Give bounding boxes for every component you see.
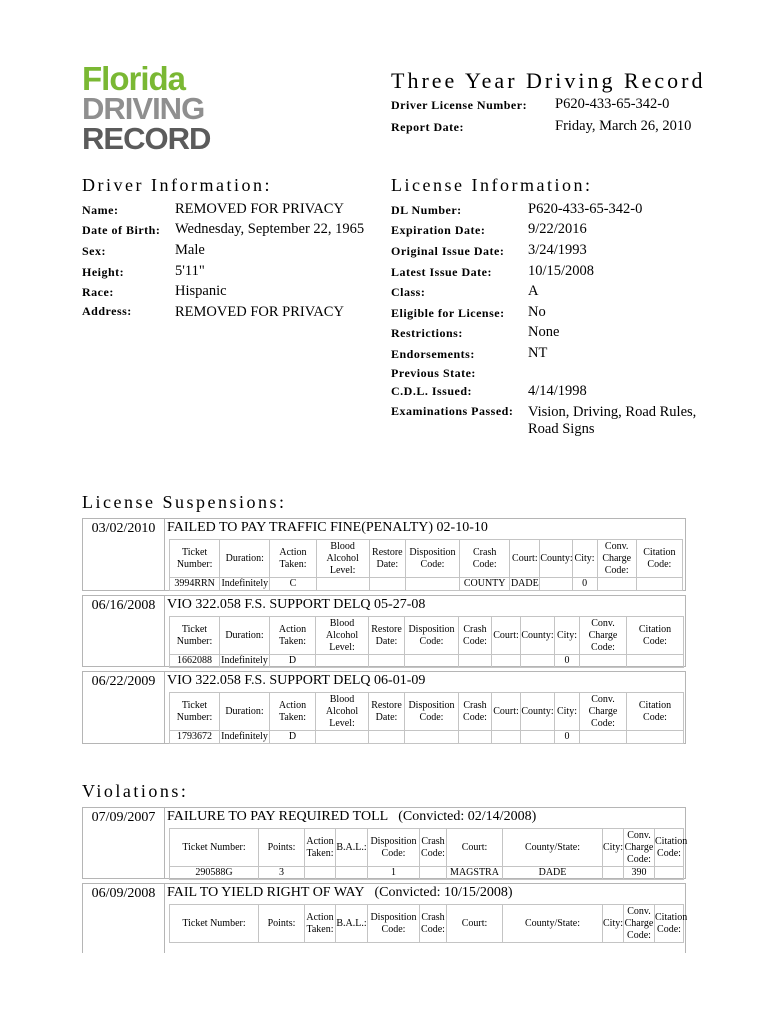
- license-field-label: Restrictions:: [391, 326, 463, 340]
- license-field-value: A: [528, 283, 539, 299]
- column-header: County/State:: [503, 905, 603, 943]
- column-header: Ticket Number:: [170, 905, 259, 943]
- table-cell: 1793672: [170, 731, 220, 744]
- driver-field-value: Male: [175, 242, 205, 258]
- violation-title: FAILURE TO PAY REQUIRED TOLL: [167, 809, 389, 824]
- suspension-detail-table: [169, 616, 684, 668]
- column-header: B.A.L.:: [336, 829, 368, 867]
- column-header: Conv. Charge Code:: [580, 617, 627, 655]
- column-header: Court:: [492, 693, 521, 731]
- suspension-header-row: [170, 693, 684, 731]
- suspension-description: FAILED TO PAY TRAFFIC FINE(PENALTY) 02-10-10: [167, 520, 488, 535]
- column-header: Conv. Charge Code:: [624, 829, 654, 865]
- table-cell: [316, 578, 369, 591]
- suspension-header-row: [170, 617, 684, 655]
- table-cell: 1662088: [170, 655, 220, 668]
- license-field-value-continued: Road Signs: [528, 421, 595, 437]
- table-cell: [459, 731, 492, 744]
- column-header: Citation Code:: [627, 617, 684, 655]
- column-header: Crash Code:: [460, 540, 510, 578]
- column-header: County:: [521, 693, 555, 731]
- table-cell: 1: [368, 867, 420, 880]
- column-header: County:: [521, 617, 555, 655]
- column-header: Ticket Number:: [170, 617, 220, 655]
- violation-description: [167, 885, 512, 901]
- column-header: City:: [572, 540, 597, 578]
- suspension-date: 06/22/2009: [83, 672, 165, 743]
- driver-field-label: Height:: [82, 265, 125, 279]
- table-cell: [580, 731, 627, 744]
- violation-convicted: (Convicted: 02/14/2008): [398, 809, 537, 824]
- license-field-value: 3/24/1993: [528, 242, 587, 258]
- table-cell: [603, 867, 624, 880]
- column-header: Court:: [492, 617, 521, 655]
- column-header: Action Taken:: [305, 829, 336, 867]
- license-field-value: No: [528, 304, 546, 320]
- license-field-value: P620-433-65-342-0: [528, 201, 643, 217]
- violation-title: FAIL TO YIELD RIGHT OF WAY: [167, 885, 365, 900]
- table-cell: [627, 655, 684, 668]
- suspension-description: VIO 322.058 F.S. SUPPORT DELQ 05-27-08: [167, 597, 426, 612]
- license-field-label: Expiration Date:: [391, 223, 486, 237]
- column-header: Action Taken:: [270, 540, 316, 578]
- column-header: Citation Code:: [636, 540, 682, 578]
- column-header: Blood Alcohol Level:: [316, 693, 369, 731]
- table-cell: [369, 578, 405, 591]
- violation-detail-table: [169, 828, 688, 880]
- license-field-value: 10/15/2008: [528, 263, 595, 279]
- license-field-label: C.D.L. Issued:: [391, 384, 473, 398]
- suspension-record: [82, 595, 686, 667]
- table-cell: COUNTY: [460, 578, 510, 591]
- violation-header-row: [170, 905, 684, 943]
- license-field-value: Vision, Driving, Road Rules,: [528, 404, 697, 420]
- driver-field-value: REMOVED FOR PRIVACY: [175, 201, 344, 217]
- column-header: Duration:: [220, 617, 270, 655]
- table-row: [170, 578, 683, 591]
- column-header: Crash Code:: [420, 829, 447, 867]
- suspension-header-row: [170, 540, 683, 578]
- driver-field-value: REMOVED FOR PRIVACY: [175, 304, 344, 320]
- table-cell: DADE: [503, 867, 603, 880]
- license-info-heading: License Information:: [391, 175, 593, 195]
- column-header: Disposition Code:: [405, 693, 459, 731]
- column-header: Disposition Code:: [405, 617, 459, 655]
- license-field-label: Original Issue Date:: [391, 244, 505, 258]
- table-cell: [369, 731, 405, 744]
- column-header: Court:: [447, 829, 503, 867]
- table-cell: [405, 578, 459, 591]
- violation-header-row: [170, 829, 684, 867]
- table-cell: [316, 731, 369, 744]
- column-header: Action Taken:: [305, 905, 336, 943]
- column-header: County:: [540, 540, 572, 578]
- header-report-date-label: Report Date:: [391, 120, 464, 134]
- florida-driving-record-logo: [82, 60, 212, 156]
- driver-info-heading: Driver Information:: [82, 175, 272, 195]
- violation-date: 06/09/2008: [83, 884, 165, 953]
- driver-field-label: Date of Birth:: [82, 223, 161, 237]
- suspensions-heading: License Suspensions:: [82, 492, 287, 512]
- table-cell: 3994RRN: [170, 578, 220, 591]
- column-header: Ticket Number:: [170, 540, 220, 578]
- logo-line-record: RECORD: [82, 121, 211, 156]
- license-field-value: None: [528, 324, 560, 340]
- table-cell: [627, 731, 684, 744]
- column-header: Conv. Charge Code:: [597, 540, 636, 578]
- column-header: Crash Code:: [459, 693, 492, 731]
- table-cell: D: [270, 655, 316, 668]
- license-field-value: 4/14/1998: [528, 383, 587, 399]
- license-field-label: Eligible for License:: [391, 306, 505, 320]
- suspension-date: 03/02/2010: [83, 519, 165, 590]
- suspension-record: [82, 518, 686, 591]
- table-cell: [369, 655, 405, 668]
- table-cell: Indefinitely: [221, 578, 269, 589]
- table-cell: Indefinitely: [221, 731, 268, 742]
- violation-record: [82, 883, 686, 953]
- column-header: Blood Alcohol Level:: [316, 540, 369, 578]
- column-header: Disposition Code:: [405, 540, 459, 578]
- column-header: Court:: [510, 540, 540, 578]
- page-title: Three Year Driving Record: [391, 68, 706, 93]
- table-row: [170, 867, 684, 880]
- table-cell: [655, 867, 684, 880]
- driver-field-label: Address:: [82, 304, 132, 318]
- table-cell: Indefinitely: [221, 655, 268, 666]
- column-header: County/State:: [503, 829, 603, 867]
- table-cell: [521, 655, 555, 668]
- column-header: Crash Code:: [420, 905, 447, 943]
- column-header: Citation Code:: [627, 693, 684, 731]
- table-cell: MAGSTRA: [447, 867, 503, 880]
- column-header: Points:: [259, 829, 305, 867]
- suspension-detail-table: [169, 539, 683, 591]
- license-field-value: 9/22/2016: [528, 221, 587, 237]
- license-field-label: Examinations Passed:: [391, 404, 514, 418]
- violation-date: 07/09/2007: [83, 808, 165, 878]
- column-header: City:: [555, 617, 580, 655]
- table-cell: [420, 867, 447, 880]
- header-dl-number-label: Driver License Number:: [391, 98, 528, 112]
- driver-field-value: 5'11": [175, 263, 205, 279]
- violation-detail-table: [169, 904, 688, 943]
- violation-convicted: (Convicted: 10/15/2008): [374, 885, 513, 900]
- header-report-date-value: Friday, March 26, 2010: [555, 118, 692, 134]
- column-header: Crash Code:: [459, 617, 492, 655]
- table-row: [170, 655, 684, 668]
- column-header: Blood Alcohol Level:: [316, 617, 369, 655]
- license-field-value: NT: [528, 345, 548, 361]
- violation-description: [167, 809, 536, 825]
- column-header: Citation Code:: [655, 829, 684, 867]
- license-field-label: DL Number:: [391, 203, 462, 217]
- table-cell: D: [270, 731, 316, 744]
- driver-field-value: Wednesday, September 22, 1965: [175, 221, 365, 237]
- table-cell: [540, 578, 572, 591]
- column-header: Points:: [259, 905, 305, 943]
- table-cell: 3: [259, 867, 305, 880]
- table-cell: 0: [555, 655, 580, 668]
- table-cell: 290588G: [170, 867, 259, 880]
- column-header: City:: [603, 829, 624, 867]
- column-header: Action Taken:: [270, 617, 316, 655]
- license-field-label: Latest Issue Date:: [391, 265, 492, 279]
- column-header: Disposition Code:: [368, 829, 420, 867]
- table-cell: [305, 867, 336, 880]
- violation-record: [82, 807, 686, 879]
- column-header: Duration:: [220, 693, 270, 731]
- table-cell: [492, 655, 521, 668]
- table-cell: [405, 655, 459, 668]
- table-cell: [405, 731, 459, 744]
- suspension-record: [82, 671, 686, 744]
- logo-line-florida: Florida: [82, 60, 186, 97]
- driver-field-value: Hispanic: [175, 283, 227, 299]
- suspension-description: VIO 322.058 F.S. SUPPORT DELQ 06-01-09: [167, 673, 426, 688]
- column-header: City:: [555, 693, 580, 731]
- column-header: Disposition Code:: [368, 905, 420, 943]
- license-field-label: Endorsements:: [391, 347, 475, 361]
- column-header: Action Taken:: [270, 693, 316, 731]
- column-header: City:: [603, 905, 624, 943]
- suspension-date: 06/16/2008: [83, 596, 165, 666]
- table-cell: 0: [572, 578, 597, 591]
- table-cell: [459, 655, 492, 668]
- table-cell: DADE: [510, 578, 539, 589]
- column-header: B.A.L.:: [336, 905, 368, 943]
- logo-line-driving: DRIVING: [82, 91, 205, 126]
- table-cell: [521, 731, 555, 744]
- column-header: Duration:: [220, 540, 270, 578]
- column-header: Restore Date:: [369, 617, 405, 655]
- driver-field-label: Sex:: [82, 244, 106, 258]
- driver-field-label: Name:: [82, 203, 119, 217]
- column-header: Conv. Charge Code:: [624, 905, 654, 941]
- table-cell: [597, 578, 636, 591]
- table-cell: [580, 655, 627, 668]
- column-header: Restore Date:: [369, 540, 405, 578]
- table-cell: [492, 731, 521, 744]
- table-cell: C: [270, 578, 316, 591]
- table-row: [170, 731, 684, 744]
- suspension-detail-table: [169, 692, 684, 744]
- table-cell: [336, 867, 368, 880]
- table-cell: 390: [624, 867, 655, 880]
- column-header: Ticket Number:: [170, 693, 220, 731]
- column-header: Court:: [447, 905, 503, 943]
- table-cell: 0: [555, 731, 580, 744]
- column-header: Citation Code:: [655, 905, 684, 943]
- header-dl-number-value: P620-433-65-342-0: [555, 96, 670, 112]
- table-cell: [636, 578, 682, 591]
- column-header: Restore Date:: [369, 693, 405, 731]
- driver-field-label: Race:: [82, 285, 114, 299]
- license-field-label: Previous State:: [391, 366, 476, 380]
- license-field-label: Class:: [391, 285, 426, 299]
- column-header: Ticket Number:: [170, 829, 259, 867]
- violations-heading: Violations:: [82, 781, 189, 801]
- table-cell: [316, 655, 369, 668]
- column-header: Conv. Charge Code:: [580, 693, 627, 731]
